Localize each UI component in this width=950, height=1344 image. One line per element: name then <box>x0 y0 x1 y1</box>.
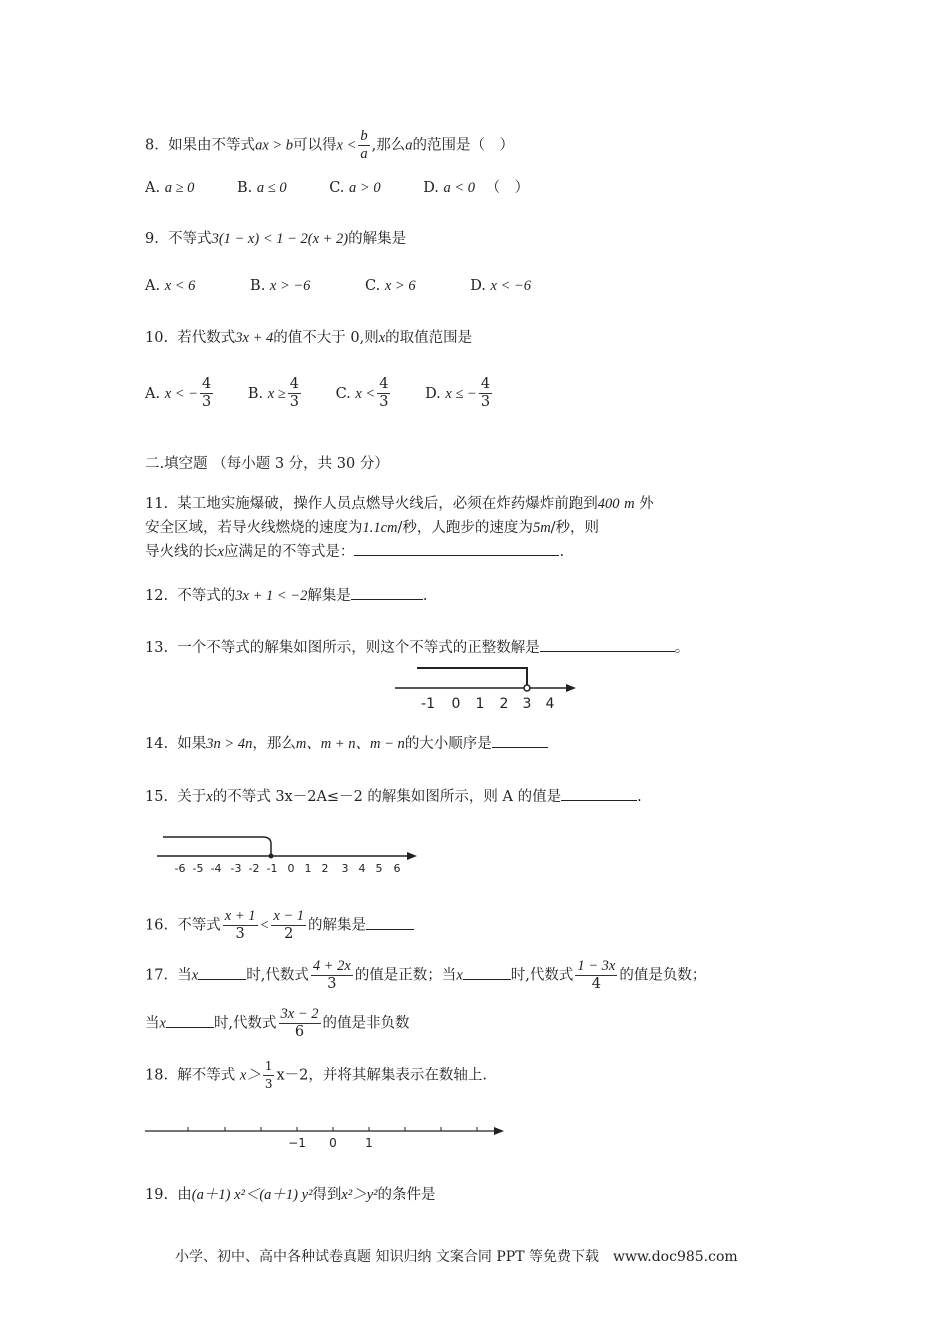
tick-label: 6 <box>393 862 401 875</box>
question-19: 19. 由(a＋1) x²＜(a＋1) y²得到x²＞y²的条件是 <box>145 1187 436 1203</box>
option-c[interactable]: C. x < $\frac{4}{3}$ <box>335 376 389 410</box>
answer-blank[interactable] <box>492 747 548 748</box>
option-c[interactable]: C. x > 6 <box>365 278 416 294</box>
tick-label: 1 <box>475 696 485 712</box>
tick-label: −1 <box>288 1136 306 1150</box>
option-a[interactable]: A. a ≥ 0 <box>145 180 195 196</box>
tick-label: -5 <box>192 862 204 875</box>
option-d[interactable]: D. x ≤ − $\frac{4}{3}$ <box>425 376 491 410</box>
tick-label: 0 <box>451 696 461 712</box>
tick-label: -3 <box>230 862 242 875</box>
question-10-options <box>145 376 494 411</box>
question-8-options: A. a ≥ 0 B. a ≤ 0 C. a > 0 D. a < 0 （ ） <box>145 180 530 196</box>
question-13: 13. 一个不等式的解集如图所示，则这个不等式的正整数解是 。 <box>145 640 690 656</box>
tick-label: 0 <box>329 1136 337 1150</box>
question-9: 9. 不等式3(1 − x) < 1 − 2(x + 2)的解集是 <box>145 231 407 247</box>
option-b[interactable]: B. x ≥ $\frac{4}{3}$ <box>247 376 299 410</box>
tick-label: -1 <box>421 696 435 712</box>
option-d[interactable]: D. x < −6 <box>470 278 532 294</box>
fraction: $\frac{b}{a}$ <box>360 128 368 162</box>
option-a[interactable]: A. x < − $\frac{4}{3}$ <box>145 376 212 410</box>
answer-blank[interactable] <box>561 800 637 801</box>
tick-label: 4 <box>358 862 366 875</box>
section-heading: 二.填空题 （每小题 3 分，共 30 分） <box>145 456 389 472</box>
tick-label: -1 <box>266 862 278 875</box>
question-14: 14. 如果3n > 4n，那么m、m + n、m − n的大小顺序是 <box>145 732 548 753</box>
question-18: 18. 解不等式 x＞ $\frac{1}{3}$ x－2，并将其解集表示在数轴上. <box>145 1059 487 1091</box>
number-line-q13 <box>390 660 590 718</box>
answer-blank[interactable] <box>354 555 559 556</box>
question-number: 8. <box>145 137 159 154</box>
tick-label: 2 <box>321 862 329 875</box>
question-17: 17. 当x 时,代数式 $\frac{4 + 2x}{3}$ 的值是正数；当x 时,代数式 $\frac{1 - 3x}{4}$ 的值是负数； <box>145 958 707 992</box>
number-line-q18 <box>140 1120 510 1154</box>
tick-label: 3 <box>522 696 532 712</box>
question-8: 8. 如果由不等式ax > b可以得x < $\frac{b}{a}$ ,那么a的范围是（ ） <box>145 128 515 162</box>
tick-label: 1 <box>365 1136 373 1150</box>
number-line-q15 <box>155 830 425 878</box>
question-12: 12. 不等式的3x + 1 < −2解集是 . <box>145 588 428 604</box>
tick-label: 3 <box>341 862 349 875</box>
answer-blank[interactable] <box>166 1027 214 1028</box>
question-11: 11. 某工地实施爆破，操作人员点燃导火线后，必须在炸药爆炸前跑到400 m 外 安全区域，若导火线燃烧的速度为1.1cm/秒，人跑步的速度为5m/秒，则 导火线的长x应满足的不等式是： . <box>145 496 654 560</box>
answer-blank[interactable] <box>366 929 414 930</box>
option-a[interactable]: A. x < 6 <box>145 278 196 294</box>
option-b[interactable]: B. a ≤ 0 <box>237 180 287 196</box>
tick-label: 2 <box>499 696 509 712</box>
tick-label: -6 <box>174 862 186 875</box>
answer-blank[interactable] <box>463 979 511 980</box>
question-17-line2: 当x 时,代数式 $\frac{3x - 2}{6}$ 的值是非负数 <box>145 1006 410 1040</box>
question-9-options <box>145 278 531 295</box>
tick-label: -2 <box>248 862 260 875</box>
question-16: 16. 不等式 $\frac{x + 1}{3}$ < $\frac{x - 1}{2}$ 的解集是 <box>145 908 414 943</box>
tick-label: 4 <box>545 696 555 712</box>
option-b[interactable]: B. x > −6 <box>250 278 311 294</box>
tick-label: 0 <box>287 862 295 875</box>
tick-label: 5 <box>375 862 383 875</box>
answer-blank[interactable] <box>198 979 246 980</box>
option-c[interactable]: C. a > 0 <box>329 180 381 196</box>
answer-blank[interactable] <box>540 651 675 652</box>
option-d[interactable]: D. a < 0 <box>423 180 476 196</box>
answer-blank[interactable] <box>351 599 423 600</box>
question-15: 15. 关于x的不等式 3x－2A≤－2 的解集如图所示，则 A 的值是 . <box>145 789 642 805</box>
tick-label: 1 <box>304 862 312 875</box>
tick-label: -4 <box>210 862 222 875</box>
footer: 小学、初中、高中各种试卷真题 知识归纳 文案合同 PPT 等免费下载 www.doc985.com <box>175 1249 738 1265</box>
question-10: 10. 若代数式3x + 4的值不大于 0,则x的取值范围是 <box>145 330 473 346</box>
